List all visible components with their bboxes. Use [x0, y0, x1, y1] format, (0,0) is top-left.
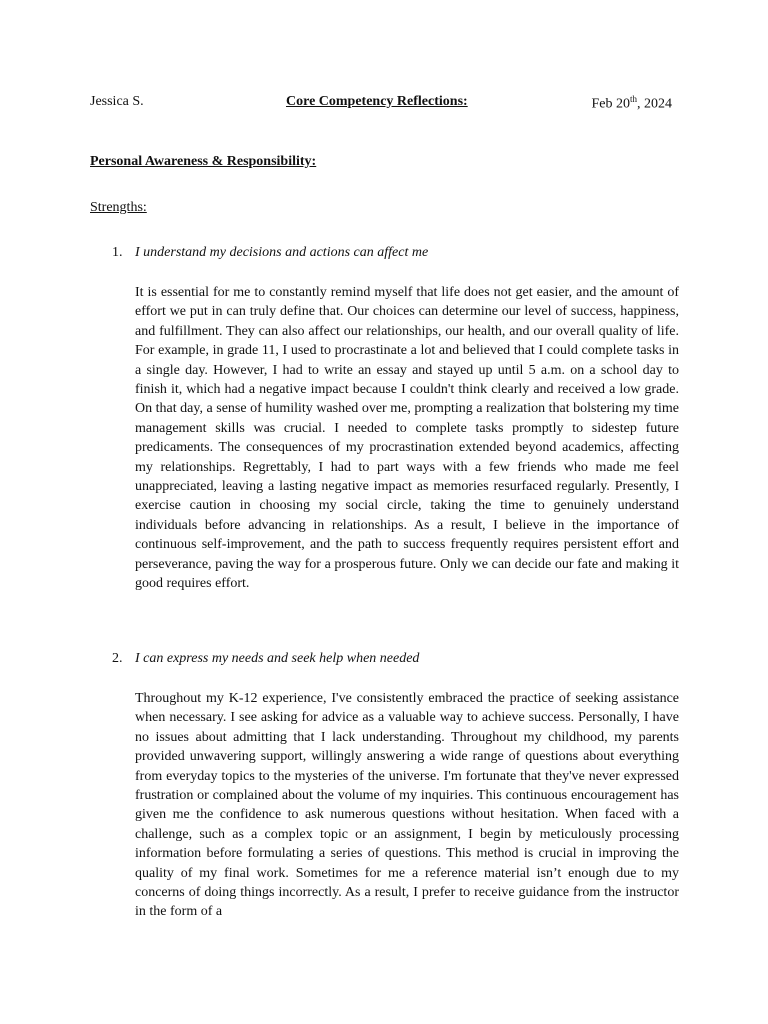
item-paragraph: It is essential for me to constantly remind myself that life does not get easier, and the amount of effort we put in can truly define that. Our choices can determine our level of success, happiness, and fulfillment. They can also affect our relationships, our health, and our overall quality of life. For example, in grade 11, I used to procrastinate a lot and believed that I could complete tasks in a single day. However, I had to write an essay and stayed up until 5 a.m. on a school day to finish it, which had a negative impact because I couldn't think clearly and received a low grade. On that day, a sense of humility washed over me, prompting a realization that bolstering my time management skills was crucial. I needed to complete tasks promptly to sidestep future predicaments. The consequences of my procrastination extended beyond academics, affecting my relationships. Regrettably, I had to part ways with a few friends who made me feel unappreciated, leaving a lasting negative impact as memories resurfaced regularly. Presently, I exercise caution in choosing my social circle, taking the time to genuinely understand individuals before advancing in relationships. As a result, I believe in the importance of continuous self-improvement, and the path to success frequently requires persistent effort and perseverance, paving the way for a prosperous future. Only we can decide our fate and making it good requires effort.	[135, 285, 679, 592]
section-heading: Personal Awareness & Responsibility:	[90, 154, 317, 169]
item-heading: I understand my decisions and actions can affect me	[135, 245, 429, 260]
item-paragraph: Throughout my K-12 experience, I've consistently embraced the practice of seeking assistance when necessary. I see asking for advice as a valuable way to achieve success. Personally, I have no issues about admitting that I lack understanding. Throughout my childhood, my parents provided unwavering support, willingly answering a wide range of questions about everything from everyday topics to the mysteries of the universe. I'm fortunate that they've never expressed frustration or complained about the volume of my inquiries. This continuous encouragement has given me the confidence to ask numerous questions without hesitation. When faced with a challenge, such as a complex topic or an assignment, I begin by meticulously processing information before formulating a series of questions. This method is crucial in improving the quality of my final work. Sometimes for me a reference material isn’t enough due to my concerns of doing things incorrectly. As a result, I prefer to receive guidance from the instructor in the form of a	[135, 691, 679, 920]
date-prefix: Feb 20	[591, 96, 630, 112]
document-header	[90, 94, 680, 114]
strengths-subheading: Strengths:	[90, 200, 147, 215]
document-date	[591, 94, 672, 113]
date-ordinal: th	[629, 94, 637, 104]
author-name: Jessica S.	[90, 94, 144, 109]
item-number: 1.	[112, 245, 123, 260]
item-heading: I can express my needs and seek help when needed	[135, 651, 420, 666]
item-number: 2.	[112, 651, 123, 666]
document-title: Core Competency Reflections:	[286, 94, 468, 109]
date-suffix: , 2024	[637, 96, 672, 112]
